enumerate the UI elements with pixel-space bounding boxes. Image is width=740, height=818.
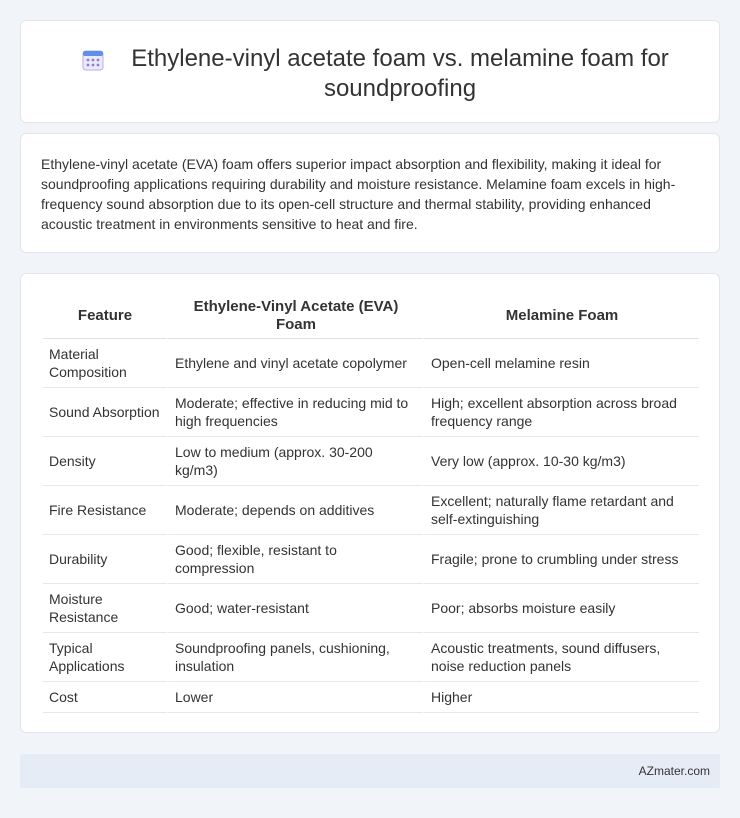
table-row (43, 633, 699, 682)
table-row (43, 437, 699, 486)
page-title: Ethylene-vinyl acetate foam vs. melamine foam for soundproofing (131, 45, 669, 102)
table-row (43, 339, 699, 388)
eva-cell: Good; water-resistant (167, 584, 423, 633)
melamine-cell: Very low (approx. 10-30 kg/m3) (423, 437, 699, 486)
footer-site-link[interactable]: AZmater.com (638, 764, 710, 778)
melamine-cell: Fragile; prone to crumbling under stress (423, 535, 699, 584)
feature-cell: Durability (43, 535, 167, 584)
melamine-cell: High; excellent absorption across broad frequency range (423, 388, 699, 437)
feature-cell: Fire Resistance (43, 486, 167, 535)
feature-cell: Density (43, 437, 167, 486)
header-eva: Ethylene-Vinyl Acetate (EVA) Foam (167, 294, 423, 339)
title-card (20, 20, 720, 123)
header-feature: Feature (43, 294, 167, 339)
eva-cell: Lower (167, 682, 423, 713)
table-row (43, 584, 699, 633)
feature-cell: Sound Absorption (43, 388, 167, 437)
header-melamine: Melamine Foam (423, 294, 699, 339)
eva-cell: Moderate; depends on additives (167, 486, 423, 535)
feature-cell: Cost (43, 682, 167, 713)
summary-text: Ethylene-vinyl acetate (EVA) foam offers superior impact absorption and flexibility, making it ideal for soundproofing applications requiring durability and moisture resistance. Melamine foam excels in high-frequency sound absorption due to its open-cell structure and thermal stability, providing enhanced acoustic treatment in environments sensitive to heat and fire. (41, 156, 676, 232)
table-row (43, 535, 699, 584)
footer-bar (20, 754, 720, 788)
feature-cell: Moisture Resistance (43, 584, 167, 633)
melamine-cell: Higher (423, 682, 699, 713)
eva-cell: Ethylene and vinyl acetate copolymer (167, 339, 423, 388)
eva-cell: Low to medium (approx. 30-200 kg/m3) (167, 437, 423, 486)
melamine-cell: Poor; absorbs moisture easily (423, 584, 699, 633)
eva-cell: Soundproofing panels, cushioning, insulation (167, 633, 423, 682)
table-header-row (43, 294, 699, 339)
eva-cell: Moderate; effective in reducing mid to high frequencies (167, 388, 423, 437)
table-row (43, 486, 699, 535)
table-row (43, 682, 699, 713)
feature-cell: Typical Applications (43, 633, 167, 682)
melamine-cell: Acoustic treatments, sound diffusers, noise reduction panels (423, 633, 699, 682)
melamine-cell: Excellent; naturally flame retardant and self-extinguishing (423, 486, 699, 535)
summary-card (20, 133, 720, 253)
comparison-table (43, 294, 699, 713)
melamine-cell: Open-cell melamine resin (423, 339, 699, 388)
feature-cell: Material Composition (43, 339, 167, 388)
table-row (43, 388, 699, 437)
comparison-card (20, 273, 720, 733)
eva-cell: Good; flexible, resistant to compression (167, 535, 423, 584)
